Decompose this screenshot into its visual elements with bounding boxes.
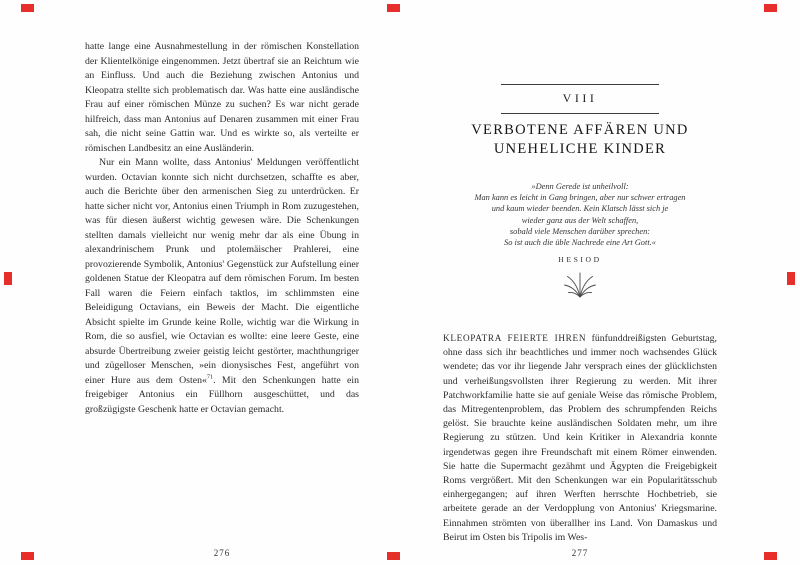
chapter-title xyxy=(443,121,717,158)
chapter-rule-bottom xyxy=(501,113,659,114)
crop-mark-top-center xyxy=(387,4,400,12)
paragraph-text: fünfunddreißigsten Geburtstag, ohne dass sich ihr beachtliches und immer noch wachsendes Glück wendete; das vor ihr liegende Jahr versprach eines der glücklichsten und verheißungsvollsten ihrer Regierung zu werden. Mit ihrer Patchworkfamilie hatte sie auf geniale Weise das römische Problem, das Mitregentenproblem, das Problem des schrumpfenden Reichs gelöst. Sie brauchte keine ausländischen Soldaten mehr, um ihre Regierung zu stützen. Und kein Kritiker in Alexandria konnte irgendetwas gegen ihre Freundschaft mit einem Römer einwenden. Sie hatte die Supermacht gezähmt und Ägypten die Freigebigkeit Roms vergrößert. Mit den Schenkungen war ein Popularitätsschub einhergegangen; auf ihren Werften herrschte Hochbetrieb, sie arbeitete gerade an der Verdopplung von Antonius' Kriegsmarine. Einnahmen strömten von überallher ins Land. Von Damaskus und Beirut im Osten bis Tripolis im Wes- xyxy=(443,333,717,543)
epigraph-attribution: HESIOD xyxy=(558,255,602,265)
chapter-title-line: UNEHELICHE KINDER xyxy=(493,140,667,157)
paragraph xyxy=(443,331,717,545)
epigraph-line: So ist auch die üble Nachrede eine Art Gott.« xyxy=(504,238,656,248)
epigraph xyxy=(443,181,717,265)
crop-mark-top-right xyxy=(764,4,777,12)
chapter-title-line: VERBOTENE AFFÄREN UND xyxy=(471,122,689,138)
paragraph-text: hatte lange eine Ausnahmestellung in der römischen Konstellation der Klientelkönige eingenommen. Jetzt übertraf sie an Reichtum wie an Einfluss. Und auch die Beziehung zwischen Antonius und Kleopatra stellte sich problematisch dar. Was hatte eine ausländische Frau auf einer römischen Münze zu suchen? Es war nicht gerade hilfreich, dass man Antonius auf Denaren zusammen mit einer Frau sah, die nicht seine Gattin war. Und es wirkte so, als verteilte er römischen Landbesitz an eine Ausländerin. xyxy=(85,41,359,154)
page-number-right: 277 xyxy=(571,548,589,558)
crop-mark-middle-right xyxy=(787,272,795,285)
paragraph xyxy=(85,156,359,417)
left-page-text xyxy=(85,40,359,417)
crop-mark-top-left xyxy=(21,4,34,12)
paragraph-text: . Mit den Schenkungen hatte ein freigebiger Antonius ein Füllhorn ausgeschüttet, und das großzügigste Geschenk hatte er Octavian gemacht. xyxy=(85,374,359,415)
epigraph-line: sobald viele Menschen darüber sprechen: xyxy=(509,226,651,236)
page-number-left: 276 xyxy=(213,548,231,558)
epigraph-line: »Denn Gerede ist unheilvoll: xyxy=(531,182,629,191)
epigraph-line: Man kann es leicht in Gang bringen, aber nur schwer ertragen xyxy=(474,193,686,203)
right-page-text xyxy=(443,331,717,545)
paragraph-text: Nur ein Mann wollte, dass Antonius' Meldungen veröffentlicht wurden. Octavian konnte sich nicht durchsetzen, schaffte es aber, auch die Berichte über den armenischen Sieg zu unterdrücken. Er hatte sicher nicht vor, Antonius einen Triumph in Rom zuzugestehen, was für diesen äußerst wichtig gewesen wäre. Die Schenkungen stellten damals vielleicht nur wenig mehr dar als eine Übung in alexandrinischem Prunk und ptolemäischer Prahlerei, eine provozierende Symbolik, Antonius' Gegenstück zur Aufstellung einer goldenen Statue der Kleopatra auf dem römischen Forum. Im besten Fall waren die Feiern einfach taktlos, im schlimmsten eine Beleidigung Octavians, ein Beweis der Macht. Die eigentliche Absicht spielte im Grunde keine Rolle, wichtig war die Wirkung in Rom, die so ausfiel, wie Octavian es wollte: eine leere Geste, eine absurde Übertreibung zweier geistig leicht gestörter, machthungriger und zügelloser Menschen, »ein dionysisches Fest, angeführt von einer Hure aus dem Osten« xyxy=(85,157,359,386)
epigraph-line: wieder ganz aus der Welt schaffen, xyxy=(521,215,639,225)
crop-mark-bottom-right xyxy=(764,552,777,560)
footnote-reference: 71 xyxy=(206,373,214,381)
crop-mark-bottom-center xyxy=(387,552,400,560)
crop-mark-bottom-left xyxy=(21,552,34,560)
paragraph-continuation xyxy=(85,40,359,156)
chapter-number: VIII xyxy=(562,91,598,105)
chapter-heading xyxy=(443,84,717,114)
small-caps-lead: KLEOPATRA FEIERTE IHREN xyxy=(443,333,587,343)
fleuron-ornament-icon xyxy=(443,272,717,303)
epigraph-line: und kaum wieder beenden. Kein Klatsch lässt sich je xyxy=(491,204,669,214)
crop-mark-middle-left xyxy=(4,272,12,285)
